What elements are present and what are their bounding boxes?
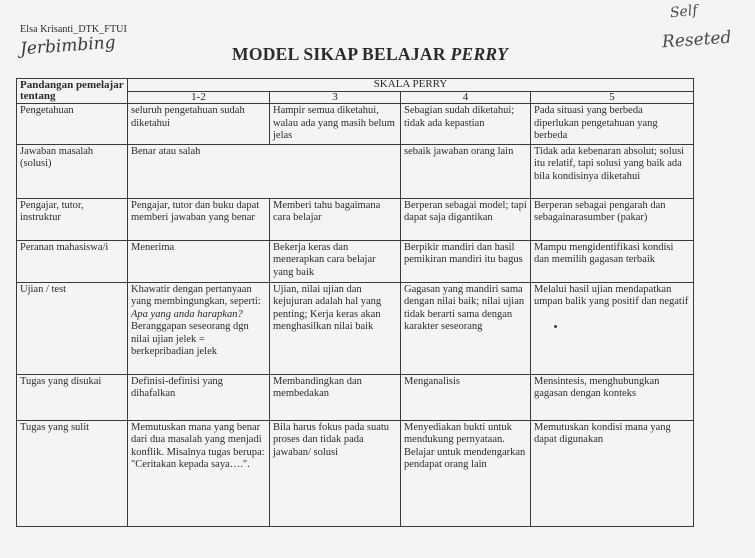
cell-text: Khawatir dengan pertanyaan yang membingungkan, seperti: <box>131 283 261 307</box>
cell-scale-4: Menganalisis <box>401 374 531 420</box>
bullet-mark <box>554 325 557 328</box>
row-label: Jawaban masalah (solusi) <box>17 144 128 198</box>
table-row <box>17 282 694 374</box>
handwritten-note-left: Jerbimbing <box>19 32 117 60</box>
cell-scale-5: Mensintesis, menghubungkan gagasan dengan konteks <box>531 374 694 420</box>
table-row <box>17 198 694 240</box>
table-row <box>17 420 694 526</box>
cell-scale-1-2: seluruh pengetahuan sudah diketahui <box>128 104 270 145</box>
scale-col-5: 5 <box>531 91 694 104</box>
perry-table <box>16 78 694 527</box>
scale-col-4: 4 <box>401 91 531 104</box>
cell-scale-3: Membandingkan dan membedakan <box>270 374 401 420</box>
cell-scale-5: Tidak ada kebenaran absolut; solusi itu relatif, tapi solusi yang baik ada bila kondisinya diketahui <box>531 144 694 198</box>
cell-scale-1-2: Menerima <box>128 240 270 282</box>
corner-header: Pandangan pemelajar tentang <box>17 79 128 104</box>
cell-scale-3: Ujian, nilai ujian dan kejujuran adalah hal yang penting; Kerja keras akan menghasilkan nilai baik <box>270 282 401 374</box>
handwritten-note-right-top: Self <box>669 2 699 22</box>
cell-scale-3: Memberi tahu bagaimana cara belajar <box>270 198 401 240</box>
cell-scale-1-2: Definisi-definisi yang dihafalkan <box>128 374 270 420</box>
cell-scale-1-2: Memutuskan mana yang benar dari dua masalah yang menjadi konflik. Misalnya tugas berupa: "Ceritakan kepada saya….". <box>128 420 270 526</box>
row-label: Peranan mahasiswa/i <box>17 240 128 282</box>
row-label: Pengetahuan <box>17 104 128 145</box>
cell-scale-3: Hampir semua diketahui, walau ada yang masih belum jelas <box>270 104 401 145</box>
cell-scale-4: Gagasan yang mandiri sama dengan nilai baik; nilai ujian tidak berarti sama dengan karakter seseorang <box>401 282 531 374</box>
cell-scale-4: Menyediakan bukti untuk mendukung pernyataan. Belajar untuk mendengarkan pendapat orang lain <box>401 420 531 526</box>
document-title <box>232 44 508 65</box>
row-label: Pengajar, tutor, instruktur <box>17 198 128 240</box>
row-label: Tugas yang sulit <box>17 420 128 526</box>
cell-scale-5: Pada situasi yang berbeda diperlukan pengetahuan yang berbeda <box>531 104 694 145</box>
cell-text: Beranggapan seseorang dgn nilai ujian jelek = berkepribadian jelek <box>131 321 249 357</box>
cell-scale-4: Sebagian sudah diketahui; tidak ada kepastian <box>401 104 531 145</box>
author-line: Elsa Krisanti_DTK_FTUI <box>20 24 127 35</box>
cell-scale-4: Berpikir mandiri dan hasil pemikiran mandiri itu bagus <box>401 240 531 282</box>
cell-scale-3: Bekerja keras dan menerapkan cara belajar yang baik <box>270 240 401 282</box>
cell-scale-1-2 <box>128 282 270 374</box>
scale-col-1-2: 1-2 <box>128 91 270 104</box>
table-row <box>17 374 694 420</box>
scale-col-3: 3 <box>270 91 401 104</box>
cell-text: Melalui hasil ujian mendapatkan umpan balik yang positif dan negatif <box>534 283 689 307</box>
title-italic: PERRY <box>450 44 509 64</box>
skala-perry-header: SKALA PERRY <box>128 79 694 92</box>
cell-scale-1-2: Pengajar, tutor dan buku dapat memberi jawaban yang benar <box>128 198 270 240</box>
cell-scale-4: sebaik jawaban orang lain <box>401 144 531 198</box>
table-row <box>17 104 694 145</box>
cell-scale-3: Bila harus fokus pada suatu proses dan tidak pada jawaban/ solusi <box>270 420 401 526</box>
row-label: Ujian / test <box>17 282 128 374</box>
cell-scale-5: Berperan sebagai pengarah dan sebagainarasumber (pakar) <box>531 198 694 240</box>
handwritten-note-right: Reseted <box>661 27 733 53</box>
cell-scale-5: Mampu mengidentifikasi kondisi dan memilih gagasan terbaik <box>531 240 694 282</box>
cell-scale-5 <box>531 282 694 374</box>
cell-scale-1-3: Benar atau salah <box>128 144 401 198</box>
cell-scale-5: Memutuskan kondisi mana yang dapat digunakan <box>531 420 694 526</box>
cell-scale-4: Berperan sebagai model; tapi dapat saja digantikan <box>401 198 531 240</box>
table-row <box>17 144 694 198</box>
cell-text-italic: Apa yang anda harapkan? <box>131 308 243 320</box>
row-label: Tugas yang disukai <box>17 374 128 420</box>
title-plain: MODEL SIKAP BELAJAR <box>232 44 451 64</box>
table-row <box>17 240 694 282</box>
